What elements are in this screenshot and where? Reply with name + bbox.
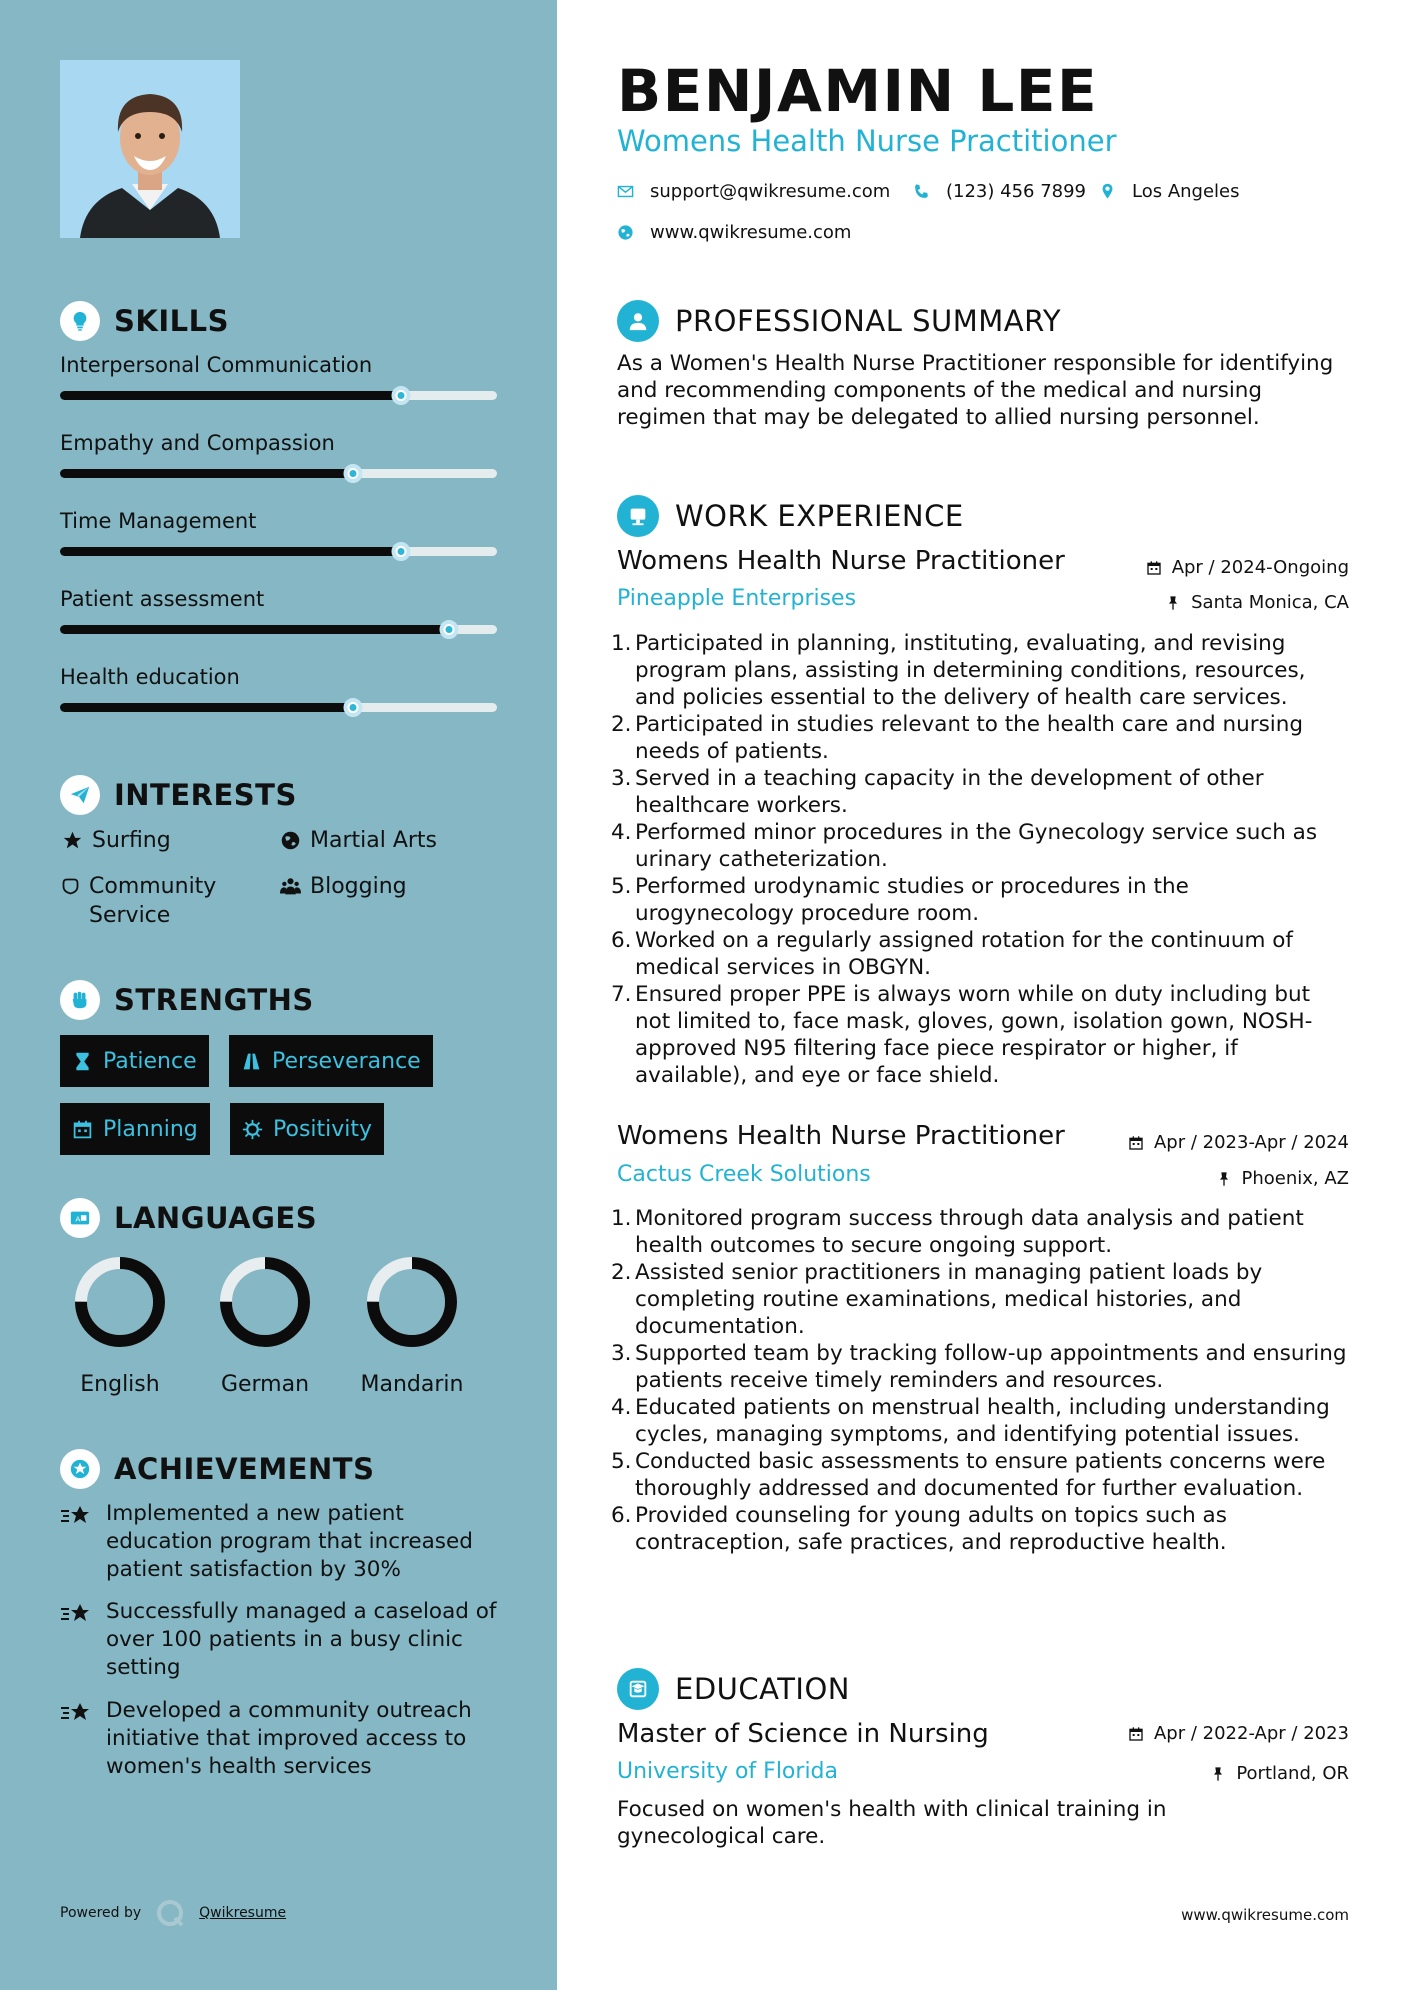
list-item: 6. Worked on a regularly assigned rotation for the continuum of medical services in OBGYN.: [611, 928, 1293, 980]
globe-icon: [278, 826, 302, 851]
candidate-name: BENJAMIN LEE: [617, 57, 1099, 125]
calendar-icon: [1146, 560, 1162, 576]
skill-item: Health education: [60, 662, 497, 712]
interests-heading: INTERESTS: [60, 775, 297, 815]
map-pin-icon: [1099, 183, 1116, 200]
skill-bar: [60, 625, 497, 634]
skill-bar: [60, 391, 497, 400]
list-item: 4. Educated patients on menstrual health, including understanding cycles, managing symptoms, and identifying potential issues.: [611, 1395, 1330, 1447]
shooting-star-icon: [60, 1697, 106, 1781]
powered-by: Powered by Qwikresume: [60, 1898, 286, 1928]
briefcase-icon: [617, 495, 659, 537]
list-item: 4. Performed minor procedures in the Gynecology service such as urinary catheterization.: [611, 820, 1318, 872]
interest-item: Community Service: [60, 872, 250, 930]
svg-text:A: A: [75, 1214, 81, 1224]
list-item: 5. Conducted basic assessments to ensure patients concerns were thoroughly addressed and documented for further evaluation.: [611, 1449, 1326, 1501]
job-location: Phoenix, AZ: [1216, 1168, 1350, 1189]
interest-item: Surfing: [60, 826, 171, 855]
education-location: Portland, OR: [1210, 1763, 1349, 1784]
sun-icon: [242, 1119, 263, 1140]
phone-icon: [913, 183, 930, 200]
achievement-item: Successfully managed a caseload of over 100 patients in a busy clinic setting: [60, 1598, 500, 1682]
interest-item: Martial Arts: [278, 826, 437, 855]
list-item: 3. Served in a teaching capacity in the development of other healthcare workers.: [611, 766, 1264, 818]
strengths-heading: STRENGTHS: [60, 980, 314, 1020]
education-heading: EDUCATION: [617, 1668, 850, 1710]
list-item: 2. Assisted senior practitioners in managing patient loads by completing routine examinations, medical histories, and documentation.: [611, 1260, 1263, 1339]
candidate-title: Womens Health Nurse Practitioner: [617, 124, 1117, 158]
education-description: Focused on women's health with clinical training in gynecological care.: [617, 1797, 1167, 1849]
job-title: Womens Health Nurse Practitioner: [617, 1121, 1065, 1151]
contact-website[interactable]: www.qwikresume.com: [617, 222, 851, 243]
job-bullets: [611, 630, 1351, 1089]
skill-bar: [60, 469, 497, 478]
star-badge-icon: [60, 1449, 100, 1489]
skill-item: Empathy and Compassion: [60, 428, 497, 478]
contact-email[interactable]: support@qwikresume.com: [617, 181, 890, 202]
achievement-item: Implemented a new patient education program that increased patient satisfaction by 30%: [60, 1500, 500, 1584]
skill-bar: [60, 547, 497, 556]
skill-item: Interpersonal Communication: [60, 350, 497, 400]
achievements-heading: ACHIEVEMENTS: [60, 1449, 374, 1489]
strength-badge: Positivity: [230, 1103, 384, 1155]
qwikresume-link[interactable]: Qwikresume: [199, 1905, 287, 1921]
job-dates: Apr / 2024-Ongoing: [1146, 557, 1349, 578]
language-ring: [72, 1254, 168, 1350]
users-icon: [278, 872, 302, 897]
language-ring: [364, 1254, 460, 1350]
calendar-icon: [1128, 1135, 1144, 1151]
education-dates: Apr / 2022-Apr / 2023: [1128, 1723, 1349, 1744]
language-ring: [217, 1254, 313, 1350]
paper-plane-icon: [60, 775, 100, 815]
skills-heading: SKILLS: [60, 301, 229, 341]
company-name: Cactus Creek Solutions: [617, 1162, 871, 1187]
pushpin-icon: [1216, 1171, 1232, 1187]
list-item: 3. Supported team by tracking follow-up appointments and ensuring patients receive timely reminders and resources.: [611, 1341, 1347, 1393]
language-icon: [60, 1198, 100, 1238]
list-item: 1. Participated in planning, instituting, evaluating, and revising program plans, assisting in determining conditions, resources, and policies essential to the delivery of health care services.: [611, 631, 1306, 710]
degree-title: Master of Science in Nursing: [617, 1719, 989, 1749]
summary-heading: PROFESSIONAL SUMMARY: [617, 300, 1061, 342]
list-item: 2. Participated in studies relevant to the health care and nursing needs of patients.: [611, 712, 1304, 764]
school-name: University of Florida: [617, 1759, 838, 1784]
skill-item: Patient assessment: [60, 584, 497, 634]
skill-item: Time Management: [60, 506, 497, 556]
shooting-star-icon: [60, 1500, 106, 1584]
strength-badge: Patience: [60, 1035, 209, 1087]
job-title: Womens Health Nurse Practitioner: [617, 546, 1065, 576]
interest-item: Blogging: [278, 872, 407, 901]
calendar-icon: [72, 1119, 93, 1140]
qwikresume-logo-icon: [155, 1898, 185, 1928]
company-name: Pineapple Enterprises: [617, 586, 857, 611]
language-item: English: [50, 1254, 190, 1397]
globe-icon: [617, 224, 634, 241]
skill-bar: [60, 703, 497, 712]
footer-url[interactable]: www.qwikresume.com: [1181, 1906, 1349, 1924]
hourglass-icon: [72, 1051, 93, 1072]
pushpin-icon: [1210, 1766, 1226, 1782]
profile-photo: [60, 60, 240, 238]
job-dates: Apr / 2023-Apr / 2024: [1128, 1132, 1349, 1153]
contact-location: Los Angeles: [1099, 181, 1240, 202]
hand-icon: [60, 872, 81, 897]
shooting-star-icon: [60, 1598, 106, 1682]
contact-phone[interactable]: (123) 456 7899: [913, 181, 1086, 202]
list-item: 6. Provided counseling for young adults on topics such as contraception, safe practices, and reproductive health.: [611, 1503, 1227, 1555]
strength-badge: Perseverance: [229, 1035, 433, 1087]
lightbulb-icon: [60, 301, 100, 341]
calendar-icon: [1128, 1726, 1144, 1742]
list-item: 1. Monitored program success through data analysis and patient health outcomes to secure ongoing support.: [611, 1206, 1304, 1258]
language-item: German: [195, 1254, 335, 1397]
star-icon: [60, 826, 84, 851]
sidebar: [0, 0, 557, 1990]
list-item: 5. Performed urodynamic studies or procedures in the urogynecology procedure room.: [611, 874, 1189, 926]
pushpin-icon: [1165, 595, 1181, 611]
job-location: Santa Monica, CA: [1165, 592, 1349, 613]
road-icon: [241, 1051, 262, 1072]
strength-badge: Planning: [60, 1103, 210, 1155]
graduation-icon: [617, 1668, 659, 1710]
languages-heading: A LANGUAGES: [60, 1198, 317, 1238]
experience-heading: WORK EXPERIENCE: [617, 495, 964, 537]
list-item: 7. Ensured proper PPE is always worn while on duty including but not limited to, face mask, gloves, gown, isolation gown, NOSH-approved N95 filtering face piece respirator or higher, if available), and eye or face shield.: [611, 982, 1313, 1088]
job-bullets: [611, 1205, 1351, 1556]
summary-text: As a Women's Health Nurse Practitioner responsible for identifying and recommending components of the medical and nursing regimen that may be delegated to allied nursing personnel.: [617, 351, 1334, 430]
achievement-item: Developed a community outreach initiative that improved access to women's health services: [60, 1697, 500, 1781]
language-item: Mandarin: [342, 1254, 482, 1397]
fist-icon: [60, 980, 100, 1020]
user-icon: [617, 300, 659, 342]
envelope-icon: [617, 183, 634, 200]
